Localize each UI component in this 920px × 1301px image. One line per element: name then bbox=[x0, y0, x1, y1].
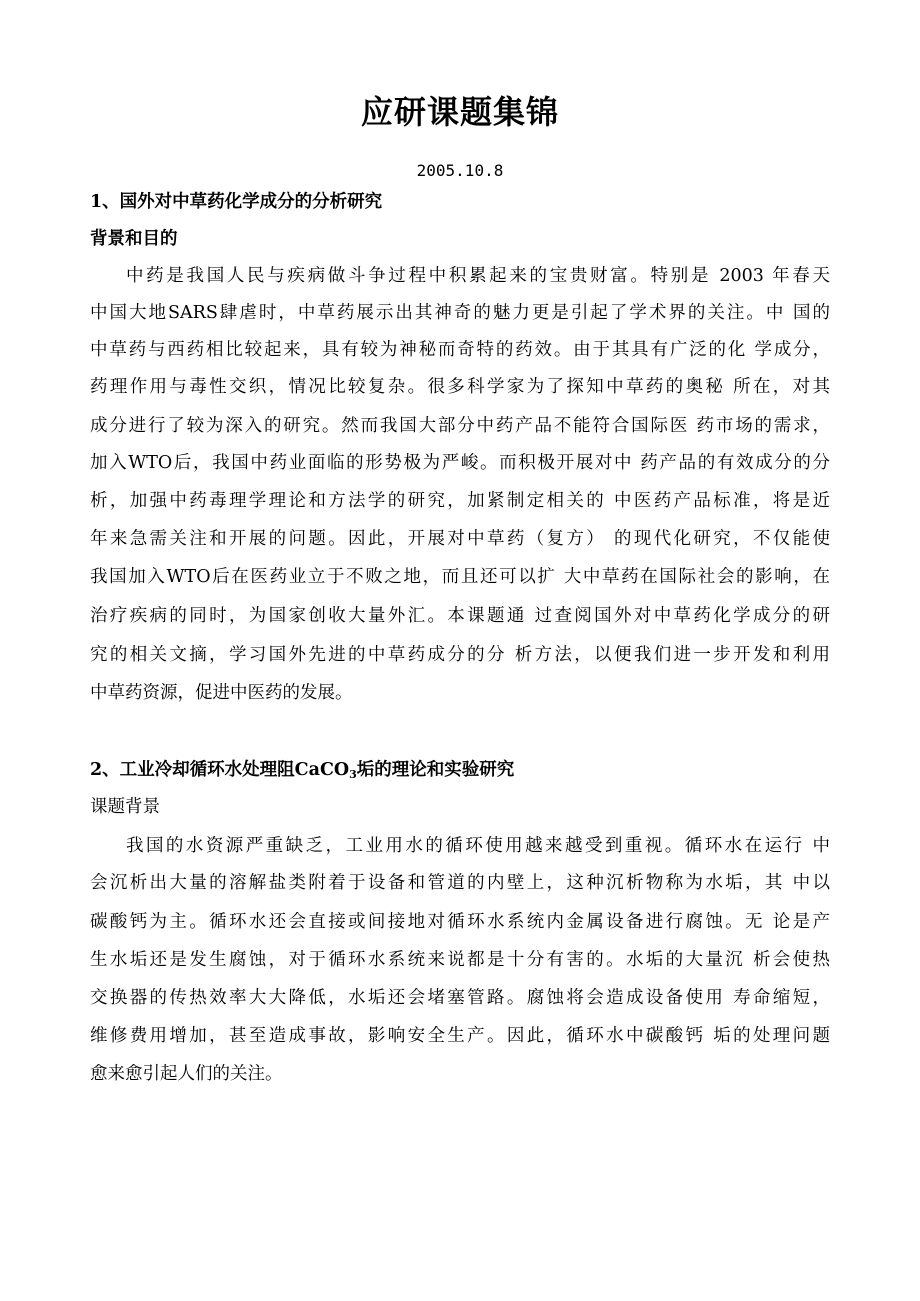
section-2-line: 会沉析出大量的溶解盐类附着于设备和管道的内壁上，这种沉析物称为水垢，其 中以 bbox=[90, 873, 830, 893]
section-2-heading bbox=[90, 758, 830, 787]
section-1-heading: 1、国外对中草药化学成分的分析研究 bbox=[90, 192, 383, 212]
section-2-line: 碳酸钙为主。循环水还会直接或间接地对循环水系统内金属设备进行腐蚀。无 论是产 bbox=[90, 912, 830, 932]
section-2-heading-post: 垢的理论和实验研究 bbox=[356, 760, 515, 780]
section-1-line: 我国加入WTO后在医药业立于不败之地，而且还可以扩 大中草药在国际社会的影响，在 bbox=[90, 567, 830, 587]
section-2-line: 生水垢还是发生腐蚀，对于循环水系统来说都是十分有害的。水垢的大量沉 析会使热 bbox=[90, 950, 830, 970]
document-title: 应研课题集锦 bbox=[360, 93, 559, 131]
section-1-line: 加入WTO后，我国中药业面临的形势极为严峻。而积极开展对中 药产品的有效成分的分 bbox=[90, 453, 830, 473]
section-1-line: 中药是我国人民与疾病做斗争过程中积累起来的宝贵财富。特别是 2003 年春天 bbox=[126, 266, 830, 286]
section-1-line: 年来急需关注和开展的问题。因此，开展对中草药（复方） 的现代化研究，不仅能使 bbox=[90, 529, 830, 549]
document-date: 2005.10.8 bbox=[416, 161, 504, 180]
section-2-line: 维修费用增加，甚至造成事故，影响安全生产。因此，循环水中碳酸钙 垢的处理问题 bbox=[90, 1026, 830, 1046]
section-1-line: 成分进行了较为深入的研究。然而我国大部分中药产品不能符合国际医 药市场的需求， bbox=[90, 416, 830, 436]
section-1-line: 中国大地SARS肆虐时，中草药展示出其神奇的魅力更是引起了学术界的关注。中 国的 bbox=[90, 303, 830, 323]
section-2-subheading: 课题背景 bbox=[90, 797, 160, 817]
section-1-line: 究的相关文摘，学习国外先进的中草药成分的分 析方法，以便我们进一步开发和利用 bbox=[90, 645, 830, 665]
section-2-line: 愈来愈引起人们的关注。 bbox=[90, 1064, 283, 1084]
section-1-line: 药理作用与毒性交织，情况比较复杂。很多科学家为了探知中草药的奥秘 所在，对其 bbox=[90, 377, 830, 397]
section-1-line: 治疗疾病的同时，为国家创收大量外汇。本课题通 过查阅国外对中草药化学成分的研 bbox=[90, 606, 830, 626]
section-2-heading-subscript: 3 bbox=[349, 768, 357, 781]
section-1-line: 析，加强中药毒理学理论和方法学的研究，加紧制定相关的 中医药产品标准，将是近 bbox=[90, 491, 830, 511]
section-1-line: 中草药资源，促进中医药的发展。 bbox=[90, 683, 353, 703]
section-1-subheading: 背景和目的 bbox=[90, 229, 178, 249]
section-2-line: 我国的水资源严重缺乏，工业用水的循环使用越来越受到重视。循环水在运行 中 bbox=[126, 836, 830, 856]
section-1-line: 中草药与西药相比较起来，具有较为神秘而奇特的药效。由于其具有广泛的化 学成分， bbox=[90, 340, 830, 360]
section-2-line: 交换器的传热效率大大降低，水垢还会堵塞管路。腐蚀将会造成设备使用 寿命缩短， bbox=[90, 988, 830, 1008]
section-2-heading-pre: 2、工业冷却循环水处理阻CaCO bbox=[90, 760, 350, 780]
